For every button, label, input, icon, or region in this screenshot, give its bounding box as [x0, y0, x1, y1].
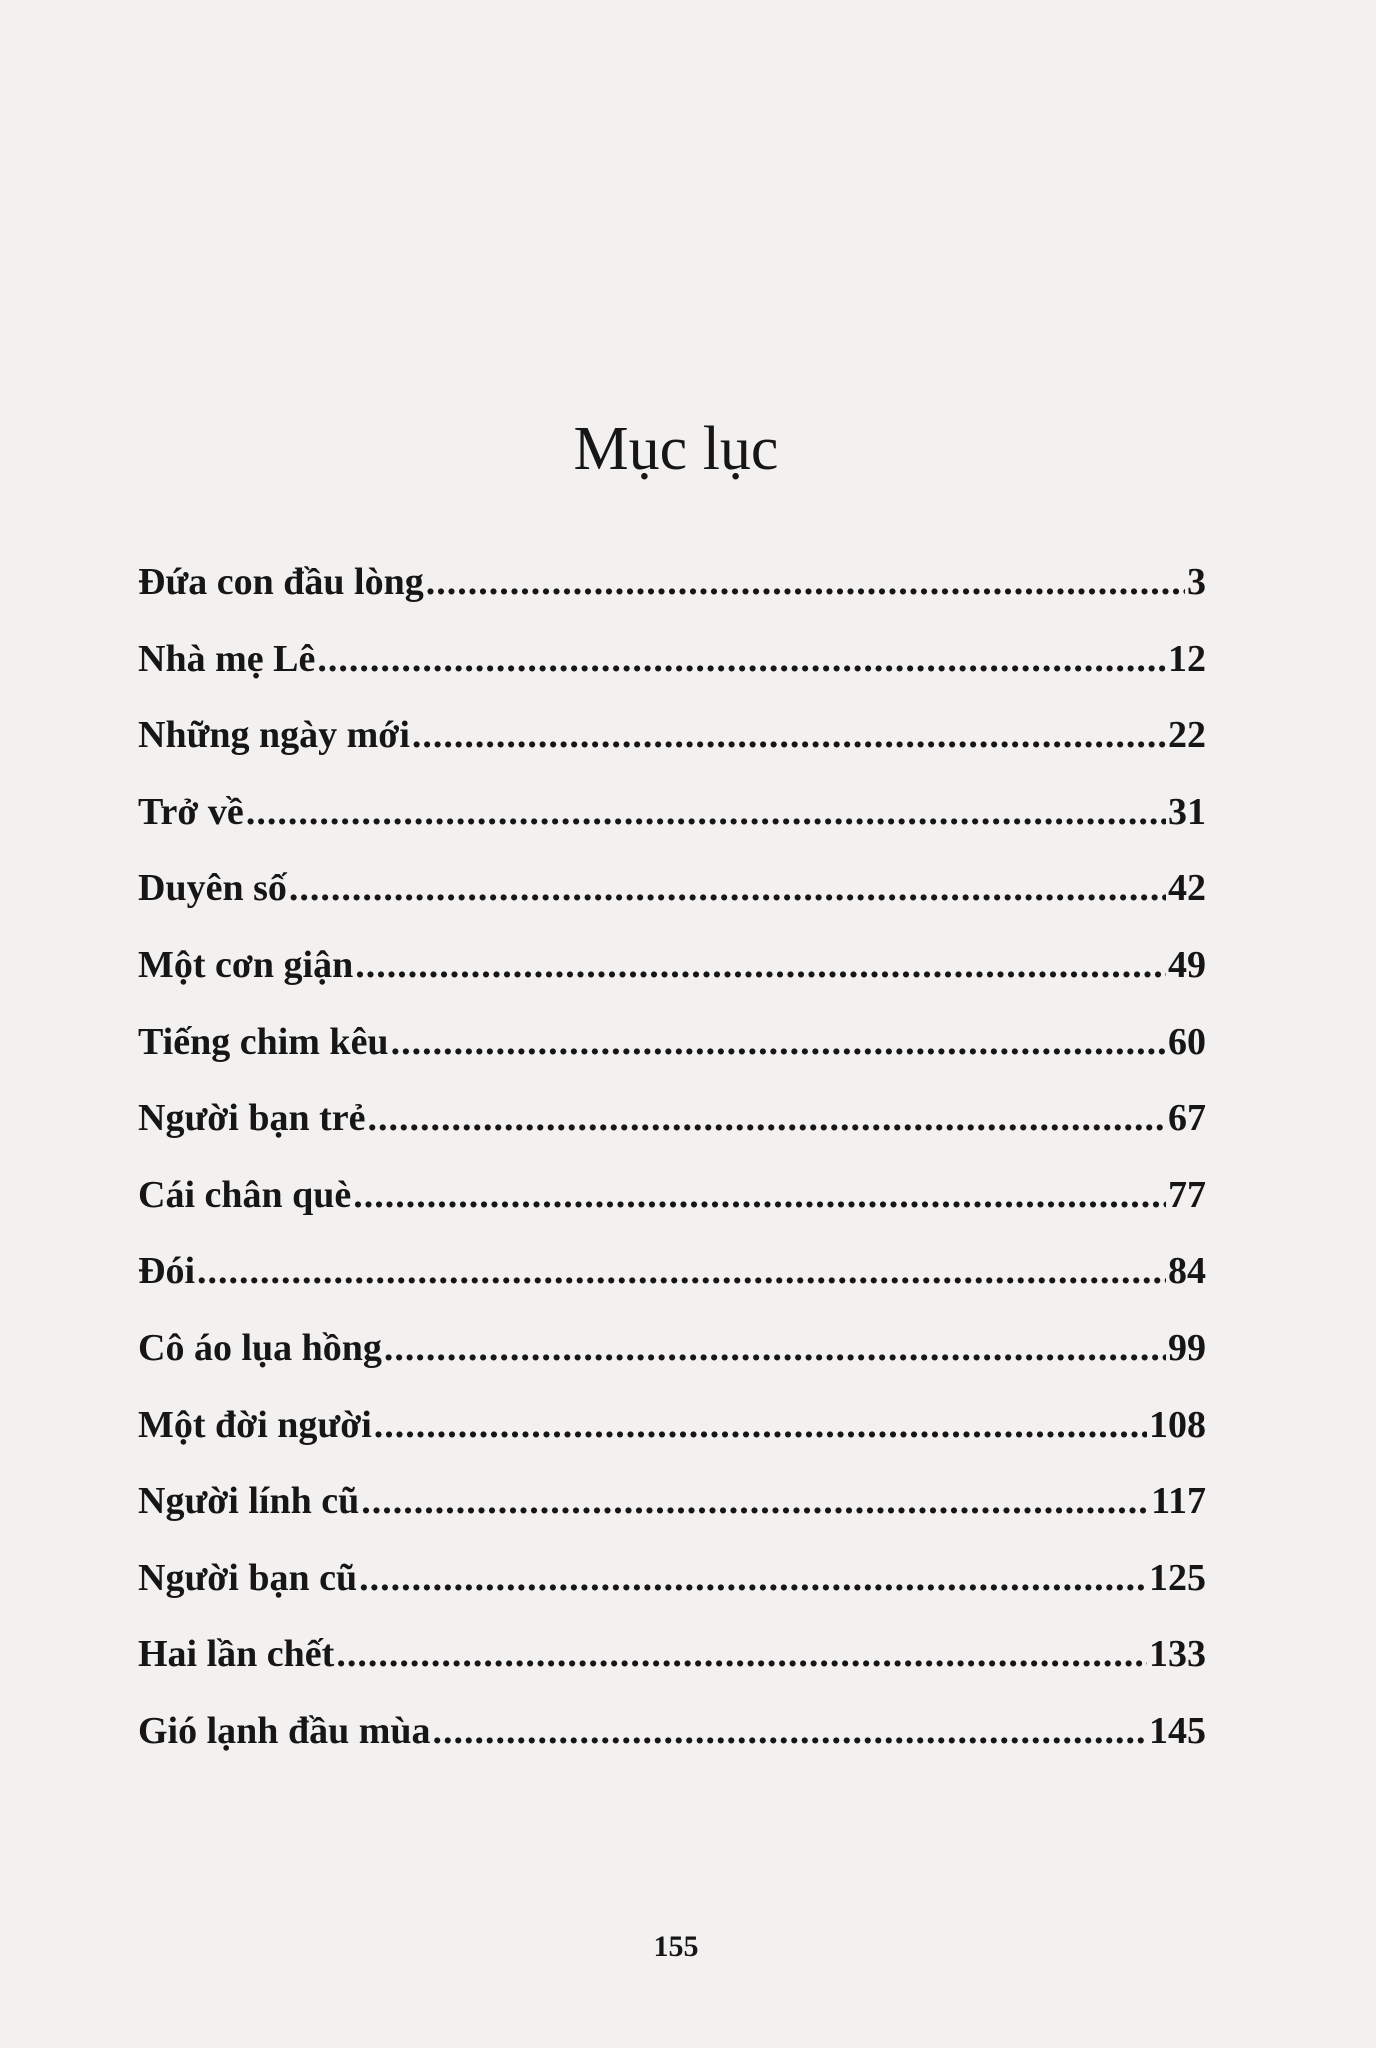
dot-leader — [246, 790, 1166, 834]
dot-leader — [368, 1096, 1167, 1140]
toc-entry — [138, 1249, 1206, 1326]
toc-entry-page: 67 — [1168, 1097, 1206, 1140]
toc-entry-title: Cô áo lụa hồng — [138, 1326, 382, 1369]
toc-entry — [138, 1096, 1206, 1173]
toc-entry-title: Người bạn cũ — [138, 1556, 358, 1599]
toc-entry — [138, 1709, 1206, 1786]
toc-entry — [138, 637, 1206, 714]
toc-entry-title: Người lính cũ — [138, 1480, 360, 1523]
toc-entry-page: 125 — [1149, 1556, 1206, 1599]
toc-entry — [138, 1403, 1206, 1480]
toc-entry-title: Cái chân què — [138, 1173, 352, 1216]
toc-entry — [138, 866, 1206, 943]
table-of-contents — [138, 560, 1206, 1786]
toc-entry-page: 108 — [1149, 1403, 1206, 1446]
dot-leader — [289, 866, 1166, 910]
toc-title: Mục lục — [573, 414, 779, 483]
toc-entry — [138, 713, 1206, 790]
toc-entry-page: 22 — [1168, 714, 1206, 757]
dot-leader — [336, 1632, 1147, 1676]
toc-entry-title: Tiếng chim kêu — [138, 1020, 389, 1063]
toc-entry-title: Duyên số — [138, 867, 287, 910]
dot-leader — [317, 637, 1166, 681]
dot-leader — [412, 713, 1166, 757]
toc-entry-page: 133 — [1149, 1633, 1206, 1676]
toc-entry-title: Một đời người — [138, 1403, 372, 1446]
dot-leader — [361, 1479, 1149, 1523]
toc-entry — [138, 1632, 1206, 1709]
toc-entry-page: 77 — [1168, 1173, 1206, 1216]
toc-entry-page: 84 — [1168, 1250, 1206, 1293]
toc-entry-title: Hai lần chết — [138, 1633, 335, 1676]
toc-entry-page: 145 — [1149, 1709, 1206, 1752]
toc-entry — [138, 1479, 1206, 1556]
toc-entry-page: 60 — [1168, 1020, 1206, 1063]
toc-entry-page: 49 — [1168, 943, 1206, 986]
dot-leader — [355, 943, 1166, 987]
toc-entry — [138, 560, 1206, 637]
dot-leader — [426, 560, 1185, 604]
dot-leader — [433, 1709, 1148, 1753]
toc-entry-page: 42 — [1168, 867, 1206, 910]
toc-entry — [138, 1020, 1206, 1097]
toc-entry — [138, 790, 1206, 867]
toc-entry-title: Một cơn giận — [138, 943, 354, 986]
toc-entry-page: 12 — [1168, 637, 1206, 680]
toc-entry-title: Đói — [138, 1250, 195, 1293]
toc-entry-title: Người bạn trẻ — [138, 1097, 366, 1140]
toc-entry-title: Nhà mẹ Lê — [138, 637, 316, 680]
dot-leader — [391, 1020, 1166, 1064]
page-number: 155 — [653, 1930, 699, 1963]
toc-entry-title: Những ngày mới — [138, 714, 410, 757]
dot-leader — [384, 1326, 1166, 1370]
toc-entry-page: 31 — [1168, 790, 1206, 833]
toc-entry — [138, 943, 1206, 1020]
toc-entry-title: Trở về — [138, 790, 244, 833]
toc-entry — [138, 1556, 1206, 1633]
dot-leader — [359, 1556, 1147, 1600]
toc-entry — [138, 1326, 1206, 1403]
dot-leader — [197, 1249, 1166, 1293]
toc-entry-title: Đứa con đầu lòng — [138, 561, 424, 603]
dot-leader — [374, 1403, 1147, 1447]
toc-entry-page: 117 — [1151, 1480, 1206, 1523]
dot-leader — [353, 1173, 1166, 1217]
toc-entry — [138, 1173, 1206, 1250]
toc-entry-page: 99 — [1168, 1326, 1206, 1369]
toc-entry-page: 3 — [1187, 561, 1206, 603]
toc-entry-title: Gió lạnh đầu mùa — [138, 1709, 431, 1752]
